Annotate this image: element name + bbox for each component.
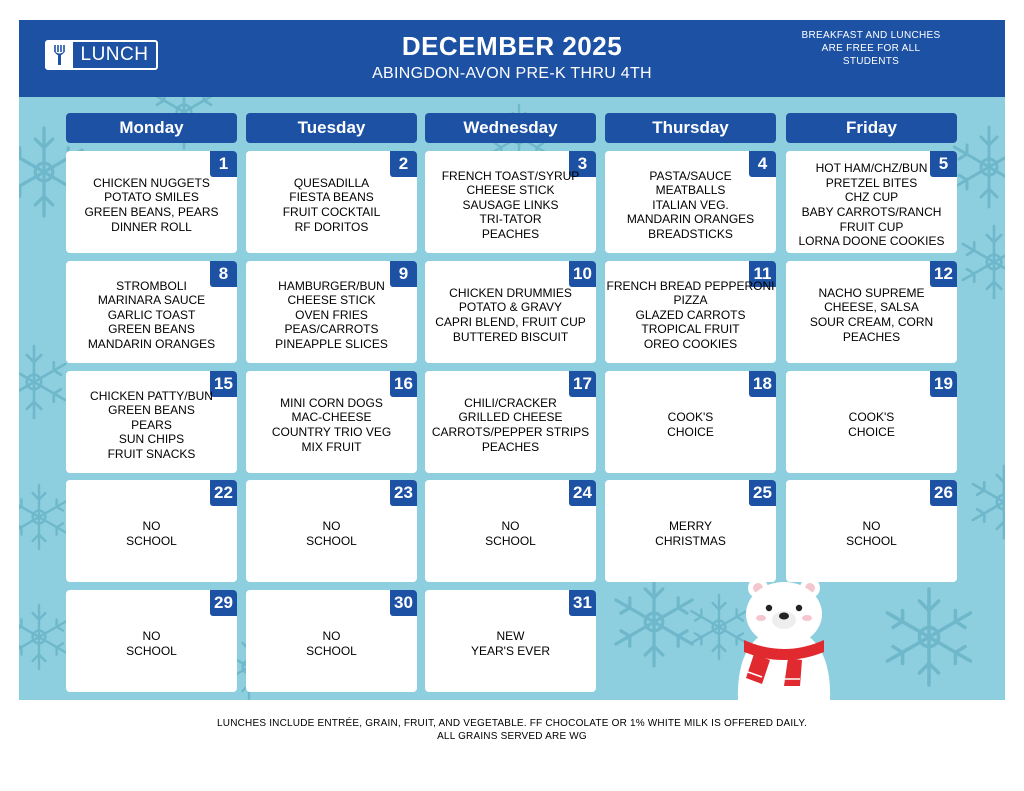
menu-items — [605, 371, 776, 473]
menu-item: CHICKEN NUGGETS — [93, 175, 210, 190]
day-cell — [425, 261, 596, 363]
menu-items — [786, 261, 957, 363]
menu-item: CHRISTMAS — [655, 534, 726, 548]
snowflake-icon — [959, 457, 1005, 547]
menu-item: STROMBOLI — [116, 278, 187, 293]
menu-items — [66, 151, 237, 253]
day-number: 1 — [210, 151, 237, 177]
menu-item: MANDARIN ORANGES — [626, 212, 755, 227]
menu-item: CHICKEN PATTY/BUN — [90, 388, 213, 403]
day-cell — [246, 151, 417, 253]
menu-items — [786, 480, 957, 582]
menu-item: COOK'S — [667, 410, 714, 425]
menu-item: TRI-TATOR — [479, 212, 542, 227]
menu-items — [605, 151, 776, 253]
footer-line: LUNCHES INCLUDE ENTRÉE, GRAIN, FRUIT, AND VEGETABLE. FF CHOCOLATE OR 1% WHITE MILK IS OFFERED DAILY. — [217, 718, 807, 729]
menu-item: CHEESE STICK — [287, 293, 376, 308]
day-cell — [246, 480, 417, 582]
menu-item: MANDARIN ORANGES — [87, 336, 216, 351]
menu-items — [786, 151, 957, 253]
menu-item: CARROTS/PEPPER STRIPS — [431, 425, 590, 439]
page-title: DECEMBER 2025 — [401, 31, 623, 61]
day-cell — [246, 371, 417, 473]
weekday-header-thursday: Thursday — [605, 113, 776, 143]
day-cell — [425, 480, 596, 582]
menu-item: TROPICAL FRUIT — [641, 322, 740, 337]
menu-items — [425, 151, 596, 253]
polar-bear-illustration — [724, 574, 844, 700]
snowflake-icon — [869, 577, 989, 697]
day-number: 4 — [749, 151, 776, 177]
day-number: 22 — [210, 480, 237, 506]
weekday-header-tuesday: Tuesday — [246, 113, 417, 143]
day-cell — [605, 371, 776, 473]
weekday-header-wednesday: Wednesday — [425, 113, 596, 143]
menu-items — [425, 590, 596, 692]
menu-item: SCHOOL — [306, 644, 357, 658]
day-number: 15 — [210, 371, 237, 397]
menu-item: OREO COOKIES — [643, 336, 738, 351]
day-number: 11 — [749, 261, 776, 287]
menu-item: GREEN BEANS — [108, 322, 195, 337]
menu-item: COOK'S — [848, 410, 895, 425]
menu-item: DINNER ROLL — [111, 219, 192, 234]
day-number: 8 — [210, 261, 237, 287]
menu-items — [425, 371, 596, 473]
menu-item: HAMBURGER/BUN — [278, 278, 385, 293]
menu-items — [786, 371, 957, 473]
menu-item: FRUIT CUP — [839, 219, 904, 234]
menu-item: CHOICE — [848, 425, 895, 439]
menu-item: NO — [142, 629, 161, 644]
day-number: 16 — [390, 371, 417, 397]
menu-items — [246, 590, 417, 692]
menu-item: POTATO SMILES — [104, 190, 199, 205]
day-number: 18 — [749, 371, 776, 397]
menu-items — [425, 261, 596, 363]
snowflake-icon — [949, 217, 1005, 307]
day-number: 24 — [569, 480, 596, 506]
menu-item: PEACHES — [481, 226, 540, 241]
day-cell — [246, 590, 417, 692]
day-number: 2 — [390, 151, 417, 177]
day-cell — [786, 371, 957, 473]
menu-item: CHOICE — [667, 425, 714, 439]
menu-item: GLAZED CARROTS — [635, 307, 746, 322]
menu-items — [246, 480, 417, 582]
menu-item: PASTA/SAUCE — [649, 168, 732, 183]
menu-item: GRILLED CHEESE — [458, 410, 563, 425]
page-subtitle: ABINGDON-AVON PRE-K THRU 4TH — [372, 65, 652, 82]
note-line: BREAKFAST AND LUNCHES — [801, 30, 941, 41]
day-cell — [66, 261, 237, 363]
menu-item: CAPRI BLEND, FRUIT CUP — [435, 315, 586, 329]
menu-item: FRUIT COCKTAIL — [282, 205, 381, 219]
menu-item: NO — [322, 519, 341, 534]
menu-item: CHZ CUP — [844, 190, 899, 205]
menu-item: FRUIT SNACKS — [107, 446, 196, 461]
menu-items — [605, 480, 776, 582]
day-number: 26 — [930, 480, 957, 506]
menu-item: SCHOOL — [846, 534, 897, 548]
menu-item: HOT HAM/CHZ/BUN — [815, 161, 928, 176]
menu-item: CHEESE STICK — [466, 183, 555, 198]
menu-items — [425, 480, 596, 582]
day-cell — [66, 590, 237, 692]
menu-item: BUTTERED BISCUIT — [452, 329, 569, 344]
menu-items — [246, 151, 417, 253]
menu-item: PEAS/CARROTS — [284, 322, 379, 337]
day-cell — [605, 480, 776, 582]
day-number: 30 — [390, 590, 417, 616]
day-cell — [786, 480, 957, 582]
menu-item: NO — [501, 519, 520, 534]
menu-item: POTATO & GRAVY — [458, 300, 563, 315]
day-number: 17 — [569, 371, 596, 397]
day-cell — [786, 151, 957, 253]
note-line: ARE FREE FOR ALL — [821, 43, 921, 54]
day-number: 31 — [569, 590, 596, 616]
menu-item: SCHOOL — [306, 534, 357, 548]
day-cell — [425, 371, 596, 473]
menu-items — [246, 261, 417, 363]
calendar-header — [19, 20, 1005, 97]
weekday-header-monday: Monday — [66, 113, 237, 143]
footer-note — [0, 717, 1024, 743]
menu-items — [605, 261, 776, 363]
menu-item: MERRY — [668, 519, 713, 534]
note-line: STUDENTS — [842, 56, 900, 67]
menu-items — [66, 590, 237, 692]
day-cell — [66, 371, 237, 473]
menu-item: ITALIAN VEG. — [652, 197, 729, 212]
menu-item: SCHOOL — [485, 534, 536, 548]
menu-item: GARLIC TOAST — [107, 307, 196, 322]
menu-items — [66, 261, 237, 363]
menu-item: MIX FRUIT — [301, 439, 362, 454]
day-cell — [605, 151, 776, 253]
day-cell — [66, 151, 237, 253]
day-cell — [605, 261, 776, 363]
day-number: 23 — [390, 480, 417, 506]
menu-item: OVEN FRIES — [295, 307, 368, 322]
menu-item: MINI CORN DOGS — [280, 395, 383, 410]
menu-item: YEAR'S EVER — [471, 644, 550, 658]
menu-item: NEW — [496, 629, 525, 644]
menu-item: NO — [862, 519, 881, 534]
menu-item: RF DORITOS — [294, 219, 369, 234]
menu-item: GREEN BEANS, PEARS — [84, 205, 219, 219]
menu-item: BABY CARROTS/RANCH — [801, 205, 942, 219]
free-meals-note — [789, 29, 953, 68]
menu-items — [66, 480, 237, 582]
menu-item: NO — [322, 629, 341, 644]
menu-item: SAUSAGE LINKS — [462, 197, 559, 212]
menu-item: NO — [142, 519, 161, 534]
menu-item: SCHOOL — [126, 644, 177, 658]
day-number: 29 — [210, 590, 237, 616]
menu-item: SUN CHIPS — [118, 432, 185, 447]
menu-item: CHICKEN DRUMMIES — [449, 285, 572, 300]
menu-item: FRENCH TOAST/SYRUP — [441, 168, 580, 183]
menu-item: CHILI/CRACKER — [464, 395, 557, 410]
day-number: 5 — [930, 151, 957, 177]
menu-item: COUNTRY TRIO VEG — [271, 425, 392, 439]
menu-item: SCHOOL — [126, 534, 177, 548]
menu-item: PIZZA — [673, 293, 708, 308]
menu-item: PEARS — [131, 417, 172, 432]
menu-item: FRENCH BREAD PEPPERONI — [606, 278, 775, 293]
day-cell — [425, 590, 596, 692]
menu-items — [246, 371, 417, 473]
menu-item: LORNA DOONE COOKIES — [798, 234, 945, 249]
menu-item: GREEN BEANS — [108, 403, 195, 418]
menu-item: PEACHES — [842, 329, 901, 344]
logo-text: LUNCH — [80, 44, 149, 65]
day-cell — [246, 261, 417, 363]
menu-item: MARINARA SAUCE — [97, 293, 206, 308]
menu-item: CHEESE, SALSA — [824, 300, 919, 315]
menu-item: FIESTA BEANS — [289, 190, 374, 205]
menu-item: PEACHES — [481, 439, 540, 454]
menu-item: SOUR CREAM, CORN — [809, 315, 934, 329]
day-number: 19 — [930, 371, 957, 397]
menu-items — [66, 371, 237, 473]
footer-line: ALL GRAINS SERVED ARE WG — [437, 731, 587, 742]
menu-item: BREADSTICKS — [648, 226, 733, 241]
day-number: 9 — [390, 261, 417, 287]
menu-item: MAC-CHEESE — [291, 410, 372, 425]
menu-item: NACHO SUPREME — [818, 285, 925, 300]
menu-item: PRETZEL BITES — [825, 175, 918, 190]
menu-item: MEATBALLS — [655, 183, 726, 198]
day-number: 3 — [569, 151, 596, 177]
day-number: 25 — [749, 480, 776, 506]
menu-item: QUESADILLA — [293, 175, 370, 190]
day-cell — [786, 261, 957, 363]
day-number: 10 — [569, 261, 596, 287]
menu-item: PINEAPPLE SLICES — [275, 336, 388, 351]
day-cell — [425, 151, 596, 253]
weekday-header-friday: Friday — [786, 113, 957, 143]
day-number: 12 — [930, 261, 957, 287]
day-cell — [66, 480, 237, 582]
